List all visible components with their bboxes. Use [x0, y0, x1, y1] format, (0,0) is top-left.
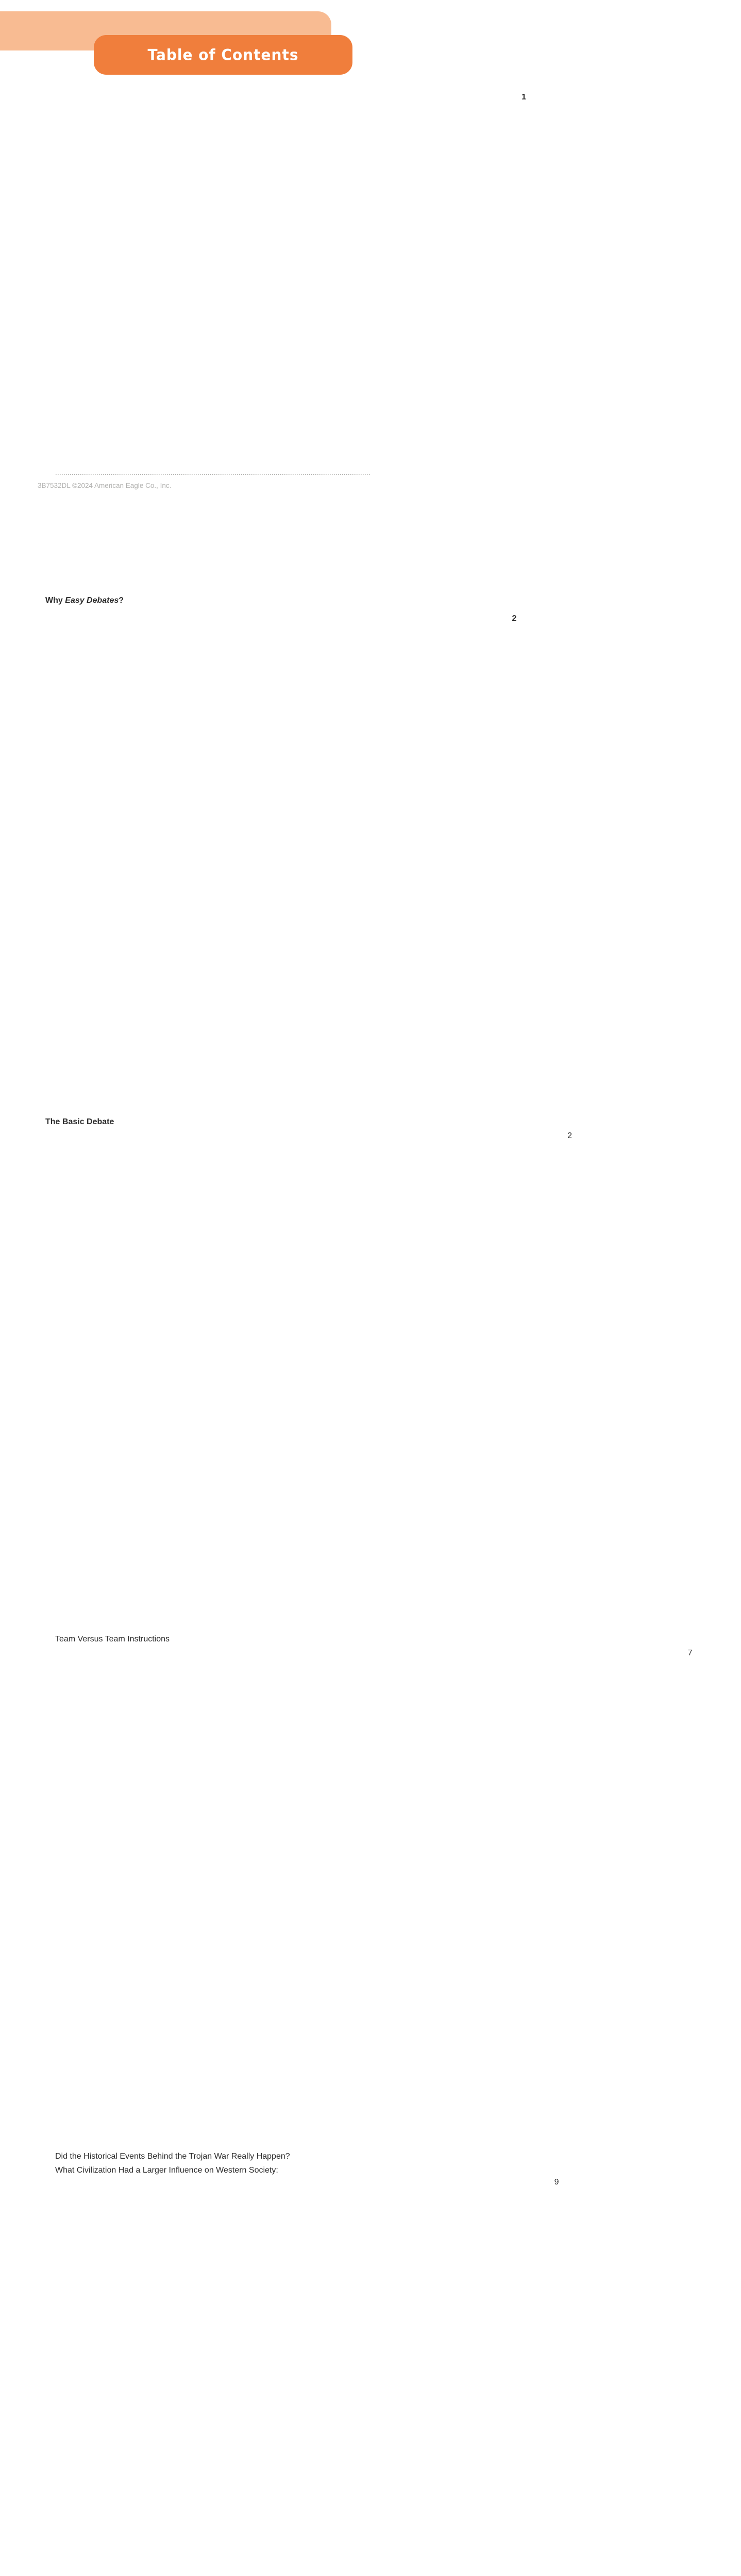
toc-entry-label-segment: Easy Debates [65, 596, 119, 605]
toc-line [45, 91, 527, 606]
toc-entry-label: The Basic Debate [45, 1117, 114, 1126]
toc-line [45, 613, 517, 1128]
footer-divider [56, 474, 371, 475]
toc-line [55, 1647, 693, 2162]
toc-page-number: 2 [174, 1130, 572, 1645]
toc-entry-label: Team Versus Team Instructions [55, 1635, 170, 1643]
toc-entry [45, 613, 517, 1128]
toc-entry-label: What Civilization Had a Larger Influence on Western Society: [55, 2166, 278, 2175]
toc-entry [45, 1647, 693, 2162]
toc-page-number: 7 [294, 1647, 693, 2162]
page-title: Table of Contents [147, 46, 299, 64]
toc-line [55, 2176, 559, 2576]
toc-entry-label-segment: Why [45, 596, 65, 605]
toc-entry [45, 91, 527, 606]
toc-entry [45, 1130, 572, 1645]
table-of-contents-list [45, 85, 693, 2576]
toc-line [55, 2164, 357, 2176]
toc-entry-label-segment: ? [119, 596, 124, 605]
toc-page-number: 9 [161, 2176, 559, 2576]
toc-entry-label [45, 595, 124, 606]
page-title-banner [94, 35, 352, 75]
toc-entry [45, 2164, 559, 2576]
toc-page-number: 2 [118, 613, 516, 1128]
toc-page-number: 1 [128, 91, 526, 606]
toc-entry-label: Did the Historical Events Behind the Trojan War Really Happen? [55, 2152, 290, 2161]
footer-copyright: 3B7532DL ©2024 American Eagle Co., Inc. [38, 482, 172, 489]
toc-line [55, 1130, 572, 1645]
